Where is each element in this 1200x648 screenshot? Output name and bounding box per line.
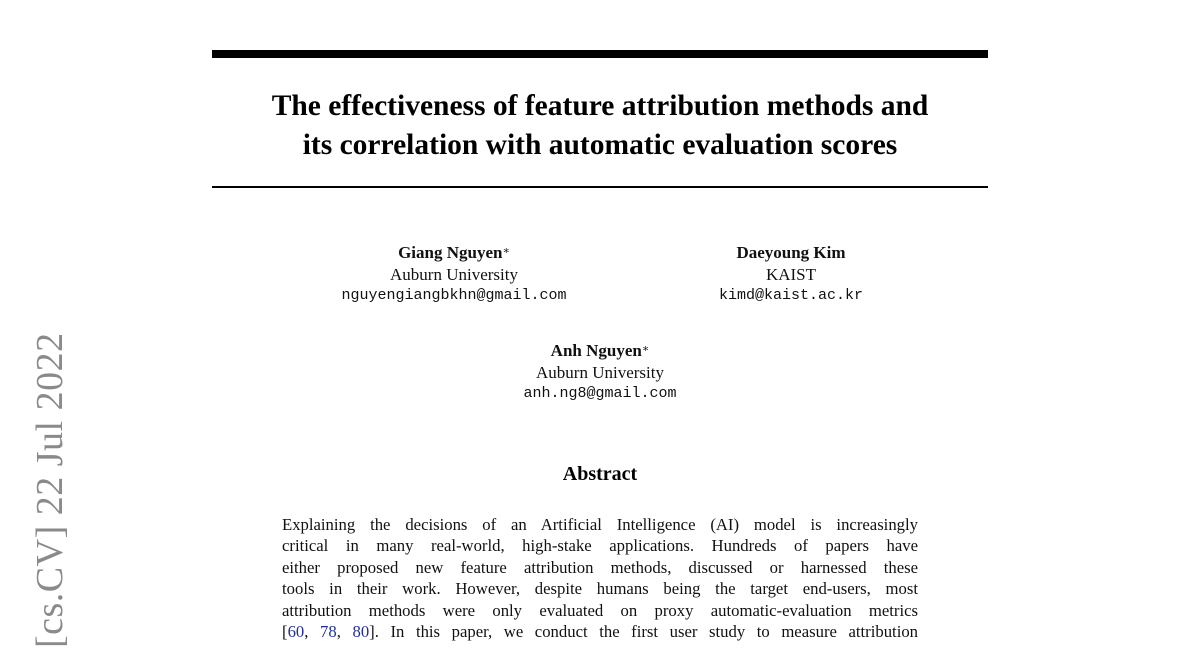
author-affiliation: KAIST (765, 264, 817, 284)
abstract-line: critical in many real-world, high-stake applications. Hundreds of papers have (282, 536, 918, 556)
abstract-heading: Abstract (562, 463, 638, 485)
equal-contribution-marker: ∗ (502, 245, 510, 257)
arxiv-stamp-text: [cs.CV] 22 Jul 2022 (29, 332, 71, 648)
abstract-line: either proposed new feature attribution methods, discussed or harnessed these (282, 557, 918, 577)
title-bottom-rule (212, 186, 988, 188)
author-block-giang-nguyen (304, 242, 604, 307)
abstract-line: tools in their work. However, despite humans being the target end-users, most (282, 579, 918, 599)
citation-link[interactable]: 80 (352, 622, 370, 642)
abstract-line-with-citations: [60, 78, 80]. In this paper, we conduct the first user study to measure attribution (282, 622, 919, 642)
title-line-1: The effectiveness of feature attribution methods and (271, 90, 929, 122)
author-name: Daeyoung Kim (736, 243, 846, 262)
citation-link[interactable]: 60 (287, 622, 305, 642)
abstract-body (282, 514, 918, 642)
author-affiliation: Auburn University (390, 264, 518, 284)
paper-title (212, 87, 988, 165)
equal-contribution-marker: ∗ (641, 343, 650, 355)
author-block-daeyoung-kim (641, 242, 941, 307)
author-email: nguyengiangbkhn@gmail.com (341, 287, 567, 304)
top-thick-rule (212, 50, 988, 58)
title-line-2: its correlation with automatic evaluation scores (302, 129, 898, 161)
author-email: kimd@kaist.ac.kr (718, 287, 864, 304)
abstract-line: attribution methods were only evaluated on proxy automatic-evaluation metrics (282, 600, 918, 620)
author-name: Giang Nguyen∗ (398, 243, 510, 262)
citation-link[interactable]: 78 (320, 622, 337, 642)
author-name: Anh Nguyen∗ (550, 341, 650, 360)
author-block-anh-nguyen (450, 340, 750, 405)
author-email: anh.ng8@gmail.com (523, 385, 677, 402)
author-affiliation: Auburn University (536, 362, 664, 382)
abstract-line: Explaining the decisions of an Artificial Intelligence (AI) model is increasingly (282, 515, 918, 534)
